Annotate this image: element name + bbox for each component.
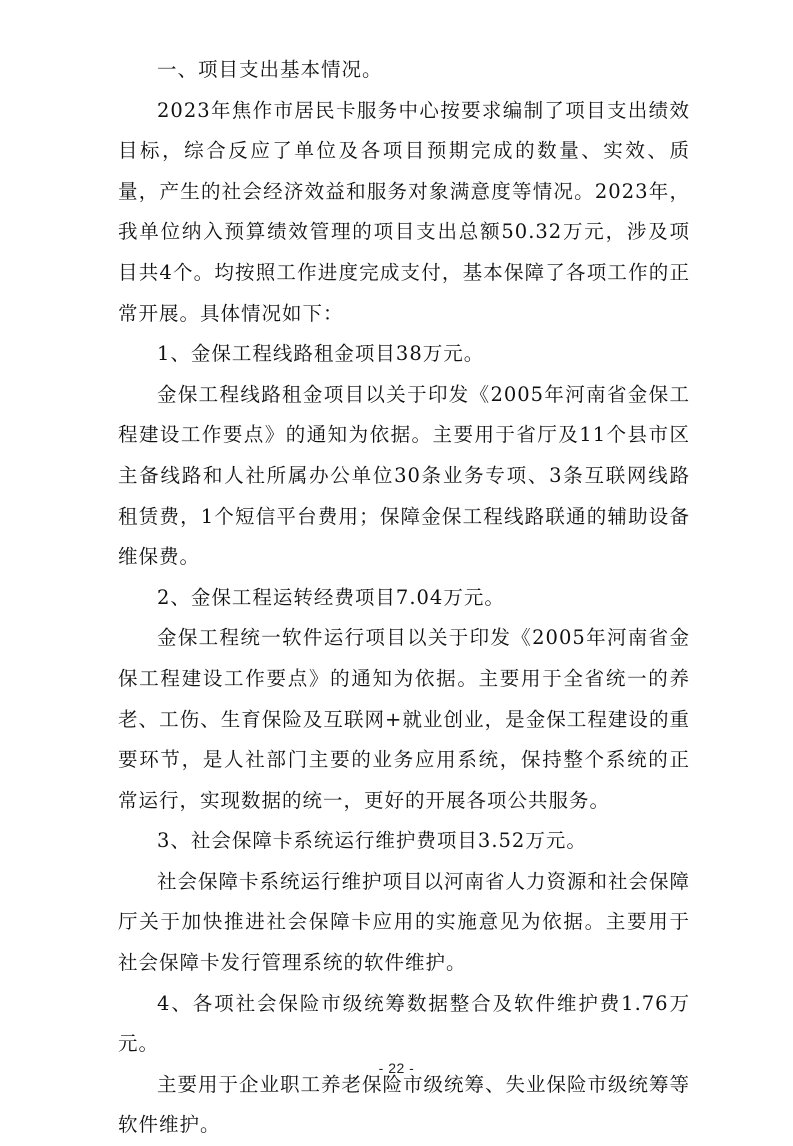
item-3-paragraph: 社会保障卡系统运行维护项目以河南省人力资源和社会保障厅关于加快推进社会保障卡应用的实施意见为依据。主要用于社会保障卡发行管理系统的软件维护。 (118, 869, 691, 975)
item-1-paragraph: 金保工程线路租金项目以关于印发《2005年河南省金保工程建设工作要点》的通知为依据。主要用于省厅及11个县市区主备线路和人社所属办公单位30条业务专项、3条互联网线路租赁费，1个短信平台费用；保障金保工程线路联通的辅助设备维保费。 (118, 382, 690, 569)
item-4-title: 4、各项社会保险市级统筹数据整合及软件维护费1.76万元。 (118, 991, 690, 1056)
item-2-title: 2、金保工程运转经费项目7.04万元。 (157, 585, 505, 609)
intro-paragraph: 2023年焦作市居民卡服务中心按要求编制了项目支出绩效目标，综合反应了单位及各项目预期完成的数量、实效、质量，产生的社会经济效益和服务对象满意度等情况。2023年，我单位纳入预算绩效管理的项目支出总额50.32万元，涉及项目共4个。均按照工作进度完成支付，基本保障了各项工作的正常开展。具体情况如下： (118, 98, 690, 325)
document-body (118, 50, 690, 1146)
section-heading: 一、项目支出基本情况。 (157, 58, 383, 81)
item-4-paragraph: 主要用于企业职工养老保险市级统筹、失业保险市级统筹等软件维护。 (118, 1072, 691, 1137)
page-number: - 22 - (378, 1060, 415, 1076)
item-2-paragraph: 金保工程统一软件运行项目以关于印发《2005年河南省金保工程建设工作要点》的通知为依据。主要用于全省统一的养老、工伤、生育保险及互联网+就业创业，是金保工程建设的重要环节，是人社部门主要的业务应用系统，保持整个系统的正常运行，实现数据的统一，更好的开展各项公共服务。 (118, 626, 690, 812)
item-3-title: 3、社会保障卡系统运行维护费项目3.52万元。 (157, 829, 587, 853)
item-1-title: 1、金保工程线路租金项目38万元。 (157, 342, 485, 366)
